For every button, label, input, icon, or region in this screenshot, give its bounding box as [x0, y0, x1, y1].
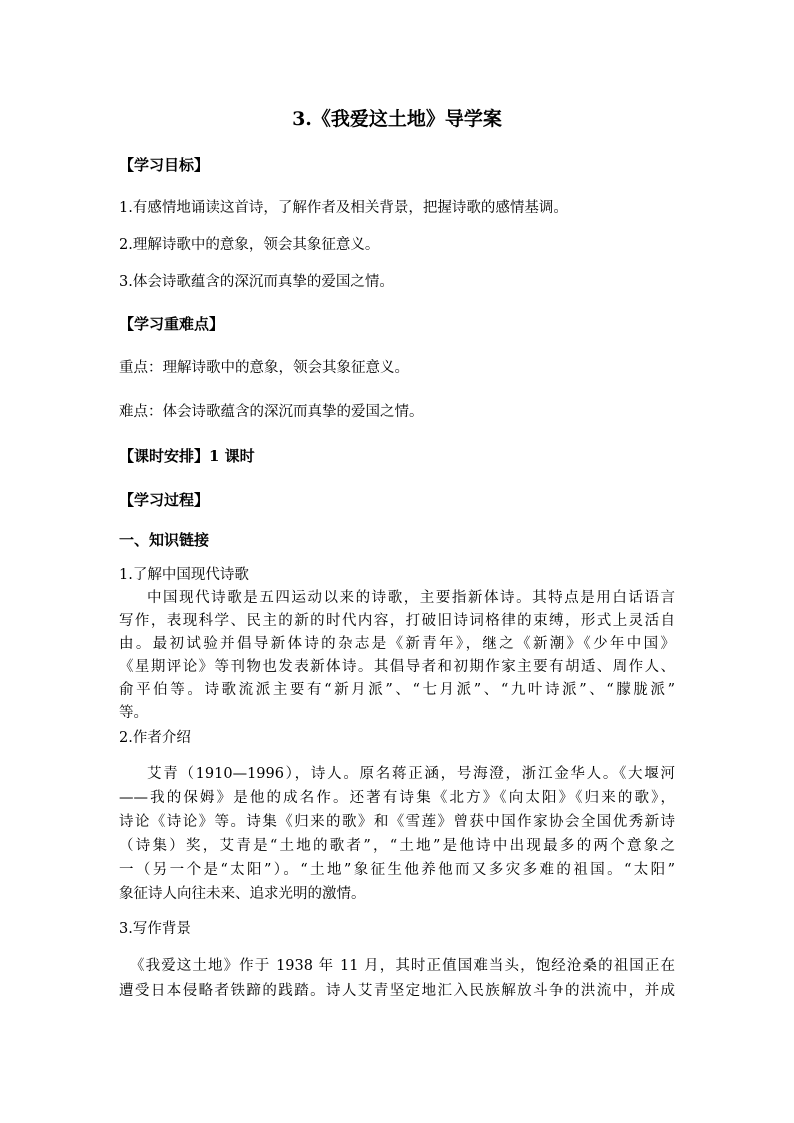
- sub1-line-4: 《星期评论》等刊物也发表新体诗。其倡导者和初期作家主要有胡适、周作人、: [119, 659, 675, 675]
- sub1-line-2: 写作，表现科学、民主的新的时代内容，打破旧诗词格律的束缚，形式上灵活自: [119, 613, 675, 629]
- goal-item-1: 1.有感情地诵读这首诗，了解作者及相关背景，把握诗歌的感情基调。: [119, 200, 568, 216]
- sub2-line-5: 一（另一个是“太阳”）。“土地”象征生他养他而又多灾多难的祖国。“太阳”: [119, 862, 675, 878]
- sub2-line-6: 象征诗人向往未来、追求光明的激情。: [119, 886, 366, 902]
- sub1-heading: 1.了解中国现代诗歌: [119, 567, 249, 583]
- sub1-line-5: 俞平伯等。诗歌流派主要有“新月派”、“七月派”、“九叶诗派”、“朦胧派”: [119, 682, 675, 698]
- sub1-line-6: 等。: [119, 705, 148, 721]
- document-title: 3.《我爱这土地》导学案: [292, 108, 502, 130]
- goal-item-3: 3.体会诗歌蕴含的深沉而真挚的爱国之情。: [119, 274, 394, 290]
- sub2-heading: 2.作者介绍: [119, 730, 191, 746]
- sub3-heading: 3.写作背景: [119, 921, 191, 937]
- process-heading: 【学习过程】: [119, 491, 210, 509]
- difficult-point: 难点：体会诗歌蕴含的深沉而真挚的爱国之情。: [119, 404, 424, 420]
- sub1-line-1: 中国现代诗歌是五四运动以来的诗歌，主要指新体诗。其特点是用白话语言: [147, 590, 675, 606]
- goal-item-2: 2.理解诗歌中的意象，领会其象征意义。: [119, 237, 380, 253]
- sub3-line-2: 遭受日本侵略者铁蹄的践踏。诗人艾青坚定地汇入民族解放斗争的洪流中，并成: [119, 983, 675, 999]
- sub2-line-4: （诗集）奖，艾青是“土地的歌者”，“土地”是他诗中出现最多的两个意象之: [119, 838, 675, 854]
- sub2-line-1: 艾青（1910—1996），诗人。原名蒋正涵，号海澄，浙江金华人。《大堰河: [147, 766, 675, 782]
- sub1-line-3: 由。最初试验并倡导新体诗的杂志是《新青年》，继之《新潮》《少年中国》: [119, 636, 675, 652]
- schedule-heading: 【课时安排】1 课时: [119, 447, 255, 465]
- sub2-line-2: ——我的保姆》是他的成名作。还著有诗集《北方》《向太阳》《归来的歌》，: [119, 790, 675, 806]
- key-point: 重点：理解诗歌中的意象，领会其象征意义。: [119, 360, 409, 376]
- section1-heading: 一、知识链接: [119, 531, 210, 549]
- keypoints-heading: 【学习重难点】: [119, 315, 225, 333]
- sub3-line-1: 《我爱这土地》作于 1938 年 11 月，其时正值国难当头，饱经沧桑的祖国正在: [130, 958, 675, 974]
- goals-heading: 【学习目标】: [119, 156, 210, 174]
- sub2-line-3: 诗论《诗论》等。诗集《归来的歌》和《雪莲》曾获中国作家协会全国优秀新诗: [119, 814, 675, 830]
